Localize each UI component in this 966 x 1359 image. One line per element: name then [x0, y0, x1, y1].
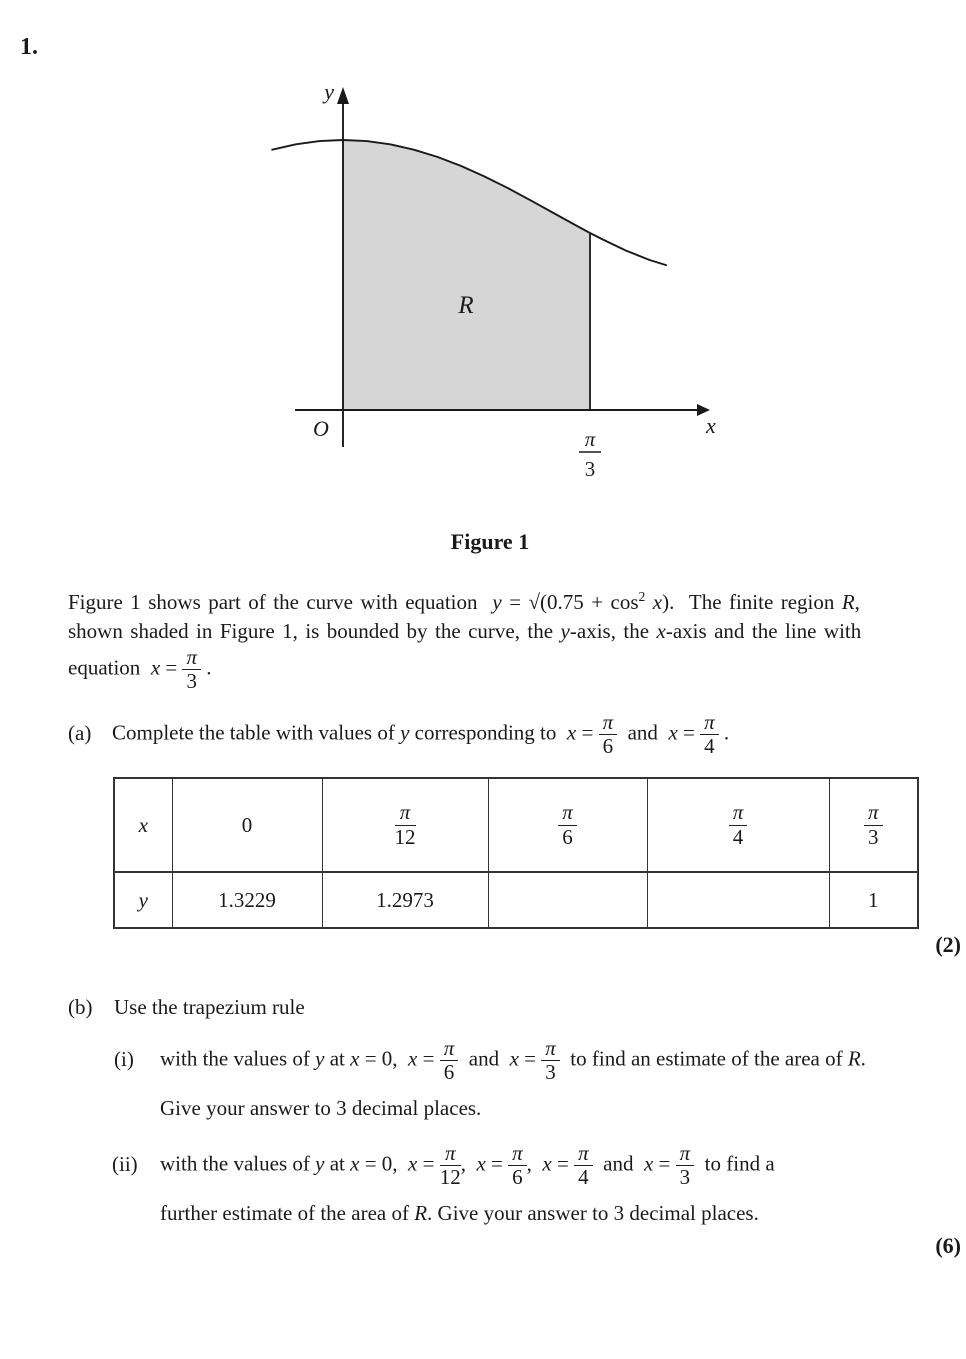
fraction-denominator: 6	[443, 1060, 455, 1085]
part-b-ii-label: (ii)	[112, 1151, 138, 1176]
var-x: x	[643, 1151, 654, 1176]
text-run: = 0,	[359, 1151, 409, 1176]
var-x: x	[509, 1046, 519, 1071]
text-run: to find an estimate of the area of	[559, 1046, 848, 1071]
table-cell-x-0: 0	[172, 778, 322, 872]
fraction-denominator: 12	[439, 1165, 461, 1190]
var-x: x	[652, 590, 663, 614]
text-run: =	[417, 1046, 440, 1071]
fraction-denominator: 6	[602, 734, 614, 759]
var-R: R	[414, 1201, 428, 1225]
y-axis-label: y	[324, 79, 334, 104]
fraction-numerator: π	[599, 712, 618, 735]
text-run: with the values of	[160, 1046, 316, 1071]
text-run: .	[718, 720, 730, 745]
fraction-pi-over-12	[395, 802, 416, 848]
var-x: x	[566, 720, 577, 745]
origin-label: O	[313, 416, 329, 441]
text-run: ,	[526, 1151, 543, 1176]
space-run	[645, 590, 652, 614]
text-run: at	[324, 1046, 351, 1071]
fraction-denominator: 4	[704, 734, 715, 759]
var-x: x	[542, 1151, 552, 1176]
fraction-pi-over-6	[440, 1038, 459, 1084]
text-run: ). The finite region	[662, 590, 842, 614]
fraction-numerator: π	[395, 802, 416, 825]
var-x: x	[408, 1046, 418, 1071]
question-number: 1.	[20, 34, 38, 60]
fraction-numerator: π	[508, 1143, 527, 1166]
fraction-pi-over-3	[541, 1038, 560, 1084]
fraction-denominator: 6	[562, 824, 573, 849]
table-cell-y-pi-12: 1.2973	[322, 872, 488, 928]
superscript-2: 2	[638, 589, 646, 604]
text-run: equation	[68, 655, 151, 680]
table-row-x	[114, 778, 918, 872]
text-run: at	[324, 1151, 351, 1176]
text-run: =	[518, 1046, 542, 1071]
boundary-fraction-numerator: π	[584, 427, 596, 451]
fraction-denominator: 4	[732, 824, 744, 849]
text-run: ,	[460, 1151, 477, 1176]
y-axis-arrow	[337, 87, 349, 104]
fraction-denominator: 12	[394, 824, 416, 849]
table-y-label: y	[114, 872, 172, 928]
var-R: R	[847, 1046, 861, 1071]
table-cell-x-pi-3	[829, 778, 918, 872]
part-a-label: (a)	[68, 720, 92, 745]
text-run: =	[160, 655, 183, 680]
var-R: R	[841, 590, 855, 614]
fraction-pi-over-4	[574, 1143, 593, 1189]
text-run: corresponding to	[409, 720, 567, 745]
text-run: =	[677, 720, 701, 745]
fraction-pi-over-4	[700, 712, 719, 758]
var-x: x	[350, 1046, 360, 1071]
var-y: y	[315, 1151, 325, 1176]
text-run: .	[860, 1046, 866, 1071]
fraction-numerator: π	[541, 1038, 560, 1061]
text-run: .	[201, 655, 212, 680]
fraction-denominator: 3	[679, 1165, 691, 1190]
part-b-i-line-2: Give your answer to 3 decimal places.	[160, 1096, 482, 1120]
shaded-region-R	[343, 140, 590, 410]
part-b-marks: (6)	[935, 1233, 961, 1258]
var-x: x	[150, 655, 161, 680]
table-cell-y-pi-3: 1	[829, 872, 918, 928]
text-run: = 0,	[359, 1046, 409, 1071]
region-label: R	[458, 292, 474, 319]
fraction-pi-over-4	[729, 802, 748, 848]
part-a-line	[68, 712, 729, 758]
fraction-pi-over-6	[508, 1143, 527, 1189]
text-run: =	[551, 1151, 575, 1176]
var-x: x	[656, 619, 666, 643]
table-row-y	[114, 872, 918, 928]
fraction-pi-over-3	[182, 647, 201, 693]
fraction-pi-over-3	[864, 802, 883, 848]
table-cell-x-pi-12	[322, 778, 488, 872]
part-b-title-line	[68, 995, 305, 1020]
text-run: and	[617, 720, 669, 745]
fraction-numerator: π	[574, 1143, 593, 1166]
text-run: ,	[854, 590, 860, 614]
text-run: =	[653, 1151, 676, 1176]
text-run: further estimate of the area of	[160, 1201, 415, 1225]
fraction-numerator: π	[676, 1143, 695, 1166]
fraction-numerator: π	[440, 1038, 459, 1061]
part-b-ii-line	[112, 1143, 775, 1189]
var-x: x	[408, 1151, 418, 1176]
table-cell-y-pi-6-empty	[488, 872, 647, 928]
fraction-numerator: π	[864, 802, 883, 825]
var-y: y	[315, 1046, 325, 1071]
fraction-denominator: 3	[868, 824, 879, 849]
table-cell-x-pi-6	[488, 778, 647, 872]
intro-line-1	[68, 589, 860, 615]
values-table	[113, 777, 919, 929]
fraction-numerator: π	[440, 1143, 461, 1166]
fraction-denominator: 4	[578, 1165, 589, 1190]
text-run: and	[592, 1151, 644, 1176]
var-x: x	[350, 1151, 360, 1176]
text-run: and	[458, 1046, 510, 1071]
figure-1-graph	[250, 72, 730, 492]
fraction-numerator: π	[558, 802, 577, 825]
text-run: Complete the table with values of	[112, 720, 401, 745]
table-cell-x-pi-4	[647, 778, 829, 872]
var-y: y	[492, 590, 502, 614]
figure-caption: Figure 1	[450, 529, 530, 554]
boundary-fraction-denominator: 3	[584, 457, 596, 481]
part-b-label: (b)	[68, 995, 93, 1019]
fraction-numerator: π	[729, 802, 748, 825]
fraction-pi-over-3	[676, 1143, 695, 1189]
part-b-title: Use the trapezium rule	[114, 995, 305, 1019]
part-b-ii-line-2	[160, 1201, 759, 1226]
fraction-pi-over-6	[558, 802, 577, 848]
fraction-denominator: 3	[186, 669, 197, 694]
var-y: y	[400, 720, 410, 745]
text-run: Figure 1 shows part of the curve with equation	[68, 590, 493, 614]
var-y: y	[560, 619, 570, 643]
text-run: =	[417, 1151, 440, 1176]
var-x: x	[476, 1151, 486, 1176]
text-run: =	[485, 1151, 509, 1176]
text-run: =	[576, 720, 599, 745]
table-cell-y-pi-4-empty	[647, 872, 829, 928]
intro-line-2	[68, 619, 861, 644]
text-run: with the values of	[160, 1151, 316, 1176]
text-run: -axis, the	[569, 619, 657, 643]
text-run: . Give your answer to 3 decimal places.	[427, 1201, 759, 1225]
text-run: shown shaded in Figure 1, is bounded by the curve, the	[68, 619, 561, 643]
fraction-numerator: π	[700, 712, 719, 735]
fraction-numerator: π	[182, 647, 201, 670]
var-x: x	[668, 720, 678, 745]
fraction-pi-over-12	[440, 1143, 461, 1189]
part-b-i-label: (i)	[114, 1046, 134, 1071]
fraction-denominator: 3	[545, 1060, 556, 1085]
intro-line-3	[68, 647, 212, 693]
part-b-i-line	[114, 1038, 866, 1084]
text-run: -axis and the line with	[665, 619, 862, 643]
equation-run: = √(0.75 + cos	[501, 590, 639, 614]
fraction-denominator: 6	[512, 1165, 523, 1190]
part-a-marks: (2)	[935, 932, 961, 957]
text-run: to find a	[694, 1151, 775, 1176]
table-x-label: x	[114, 778, 172, 872]
x-axis-label: x	[706, 413, 716, 438]
fraction-pi-over-6	[599, 712, 618, 758]
table-cell-y-0: 1.3229	[172, 872, 322, 928]
